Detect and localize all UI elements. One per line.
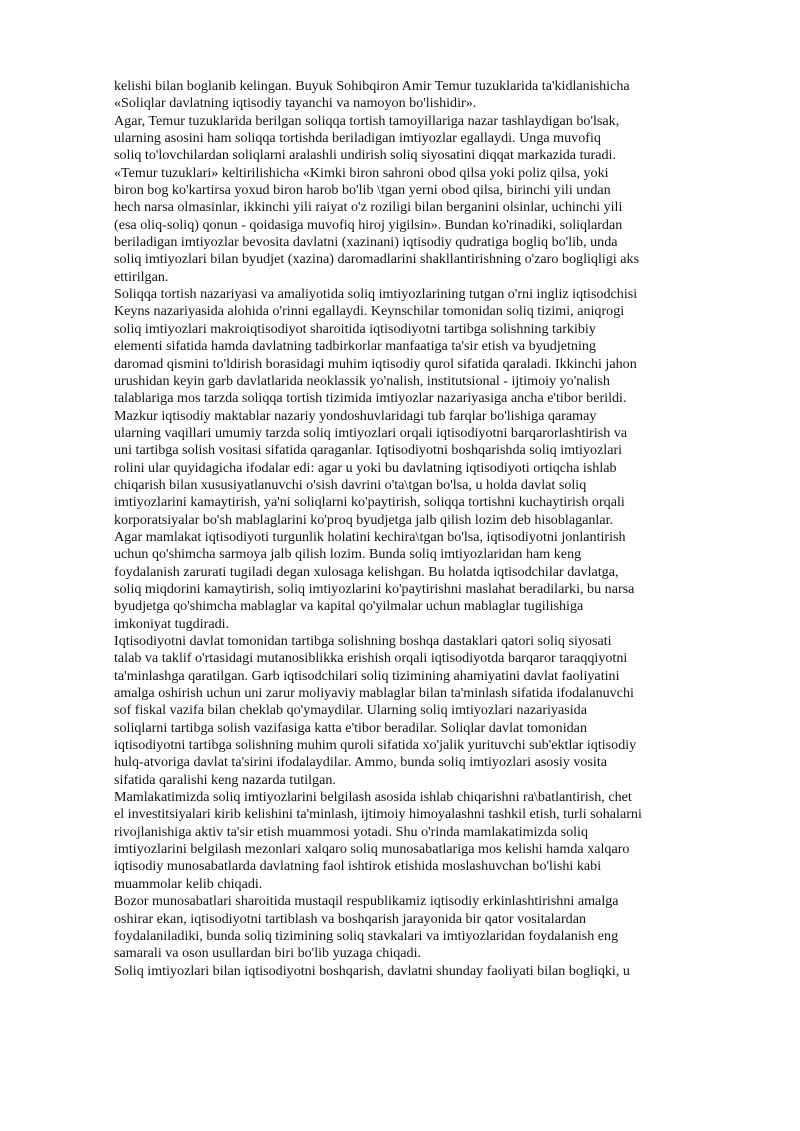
- text-line: beriladigan imtiyozlar bevosita davlatni (xazinani) iqtisodiy qudratiga bogliq bo'lib, unda: [114, 234, 618, 251]
- text-line: rolini ular quyidagicha ifodalar edi: agar u yoki bu davlatning iqtisodiyoti ortiqcha ishlab: [114, 459, 617, 476]
- text-line: urushidan keyin garb davlatlarida neoklassik yo'nalish, institutsional - ijtimoiy yo'nalish: [114, 372, 610, 389]
- text-line: foydalanish zarurati tugiladi degan xulosaga kelishgan. Bu holatda iqtisodchilar davlatga,: [114, 563, 619, 580]
- text-line: korporatsiyalar bo'sh mablaglarini ko'proq byudjetga jalb qilish lozim deb hisoblaganlar.: [114, 511, 614, 528]
- text-line: iqtisodiy munosabatlarda davlatning faol ishtirok etishida moslashuvchan bo'lishi kabi: [114, 858, 602, 875]
- text-line: Agar, Temur tuzuklarida berilgan soliqqa tortish tamoyillariga nazar tashlaydigan bo'lsak,: [114, 112, 620, 129]
- text-line: hech narsa olmasinlar, ikkinchi yili raiyat o'z roziligi bilan berganini olsinlar, uchinchi yili: [114, 199, 623, 216]
- text-line: imtiyozlarini kamaytirish, ya'ni soliqlarni ko'paytirish, soliqqa tortishni kuchaytirish orqali: [114, 494, 625, 511]
- text-line: ularning asosini ham soliqqa tortishda beriladigan imtiyozlar egallaydi. Unga muvofiq: [114, 130, 601, 147]
- text-line: foydalaniladiki, bunda soliq tizimining soliq stavkalari va imtiyozlaridan foydalanish eng: [114, 927, 619, 944]
- text-line: soliqlarni tartibga solish vazifasiga katta e'tibor beradilar. Soliqlar davlat tomonidan: [114, 719, 587, 736]
- text-line: imtiyozlarini belgilash mezonlari xalqaro soliq munosabatlariga mos kelishi hamda xalqaro: [114, 841, 630, 858]
- text-line: Agar mamlakat iqtisodiyoti turgunlik holatini kechira\tgan bo'lsa, iqtisodiyotni jonlantirish: [114, 528, 626, 545]
- text-line: Soliq imtiyozlari bilan iqtisodiyotni boshqarish, davlatni shunday faoliyati bilan bogliqki, u: [114, 962, 630, 979]
- text-line: uni tartibga solish vositasi sifatida qaraganlar. Iqtisodiyotni boshqarishda soliq imtiyozlari: [114, 442, 623, 459]
- text-line: soliq imtiyozlari bilan byudjet (xazina) daromadlarini shakllantirishning o'zaro bogliqligi aks: [114, 251, 640, 268]
- text-line: ettirilgan.: [114, 268, 169, 285]
- text-line: talablariga mos tarzda soliqqa tortish tizimida imtiyozlar nazariyasiga ancha e'tibor berildi.: [114, 390, 627, 407]
- text-line: sof fiskal vazifa bilan cheklab qo'ymaydilar. Ularning soliq imtiyozlari nazariyasida: [114, 702, 587, 719]
- text-line: ularning vaqillari umumiy tarzda soliq imtiyozlari orqali iqtisodiyotni barqarorlashtirish va: [114, 424, 628, 441]
- text-line: soliq to'lovchilardan soliqlarni aralashli undirish soliq siyosatini diqqat markazida turadi.: [114, 147, 616, 164]
- text-line: oshirar ekan, iqtisodiyotni tartiblash va boshqarish jarayonida bir qator vositalardan: [114, 910, 587, 927]
- text-line: rivojlanishiga aktiv ta'sir etish muammosi yotadi. Shu o'rinda mamlakatimizda soliq: [114, 823, 589, 840]
- text-line: chiqarish bilan xususiyatlanuvchi o'sish davrini o'ta\tgan bo'lsa, u holda davlat soliq: [114, 476, 587, 493]
- document-body: [114, 78, 724, 980]
- text-line: Mazkur iqtisodiy maktablar nazariy yondoshuvlaridagi tub farqlar bo'lishiga qaramay: [114, 407, 597, 424]
- text-line: soliq imtiyozlari makroiqtisodiyot sharoitida iqtisodiyotni tartibga solishning tarkibiy: [114, 320, 596, 337]
- text-line: Keyns nazariyasida alohida o'rinni egallaydi. Keynschilar tomonidan soliq tizimi, aniqrogi: [114, 303, 625, 320]
- text-line: soliq miqdorini kamaytirish, soliq imtiyozlarini ko'paytirishni maslahat beradilarki, bu narsa: [114, 580, 635, 597]
- text-line: amalga oshirish uchun uni zarur moliyaviy mablaglar bilan ta'minlash sifatida ifodalanuvchi: [114, 685, 634, 702]
- text-line: sifatida qaralishi keng nazarda tutilgan.: [114, 771, 336, 788]
- text-line: byudjetga qo'shimcha mablaglar va kapital qo'yilmalar uchun mablaglar tugilishiga: [114, 598, 584, 615]
- text-line: Mamlakatimizda soliq imtiyozlarini belgilash asosida ishlab chiqarishni ra\batlantirish, chet: [114, 789, 632, 806]
- text-line: kelishi bilan boglanib kelingan. Buyuk Sohibqiron Amir Temur tuzuklarida ta'kidlanishicha: [114, 78, 630, 94]
- text-line: hulq-atvoriga davlat ta'sirini ifodalaydilar. Ammo, bunda soliq imtiyozlari asosiy vosita: [114, 754, 607, 771]
- text-line: daromad qismini to'ldirish borasidagi muhim iqtisodiy qurol sifatida qaraladi. Ikkinchi jahon: [114, 355, 637, 372]
- text-line: (esa oliq-soliq) qonun - qoidasiga muvofiq hiroj yigilsin». Bundan ko'rinadiki, soliqlardan: [114, 216, 623, 233]
- text-line: «Temur tuzuklari» keltirilishicha «Kimki biron sahroni obod qilsa yoki poliz qilsa, yoki: [114, 164, 609, 181]
- text-line: ta'minlashga qaratilgan. Garb iqtisodchilari soliq tizimining ahamiyatini davlat faoliyatini: [114, 667, 620, 684]
- text-line: talab va taklif o'rtasidagi mutanosiblikka erishish orqali iqtisodiyotda barqaror taraqqiyotni: [114, 650, 628, 667]
- text-line: muammolar kelib chiqadi.: [114, 875, 263, 892]
- text-line: uchun qo'shimcha sarmoya jalb qilish lozim. Bunda soliq imtiyozlaridan ham keng: [114, 546, 582, 563]
- text-line: iqtisodiyotni tartibga solishning muhim quroli sifatida xo'jalik yurituvchi sub'ektlar iqtisodiy: [114, 737, 637, 754]
- text-line: Bozor munosabatlari sharoitida mustaqil respublikamiz iqtisodiy erkinlashtirishni amalga: [114, 893, 619, 910]
- text-line: samarali va oson usullardan biri bo'lib yuzaga chiqadi.: [114, 945, 422, 962]
- text-line: «Soliqlar davlatning iqtisodiy tayanchi va namoyon bo'lishidir».: [114, 95, 477, 112]
- text-line: imkoniyat tugdiradi.: [114, 615, 230, 632]
- text-line: Soliqqa tortish nazariyasi va amaliyotida soliq imtiyozlarining tutgan o'rni ingliz iqtisodchisi: [114, 286, 638, 303]
- text-line: biron bog ko'kartirsa yoxud biron harob bo'lib \tgan yerni obod qilsa, birinchi yili undan: [114, 182, 611, 199]
- text-line: Iqtisodiyotni davlat tomonidan tartibga solishning boshqa dastaklari qatori soliq siyosati: [114, 633, 612, 649]
- text-line: elementi sifatida hamda davlatning tadbirkorlar manfaatiga ta'sir etish va byudjetning: [114, 338, 596, 355]
- text-line: el investitsiyalari kirib kelishini ta'minlash, ijtimoiy himoyalashni tashkil etish, turli sohalarni: [114, 806, 642, 823]
